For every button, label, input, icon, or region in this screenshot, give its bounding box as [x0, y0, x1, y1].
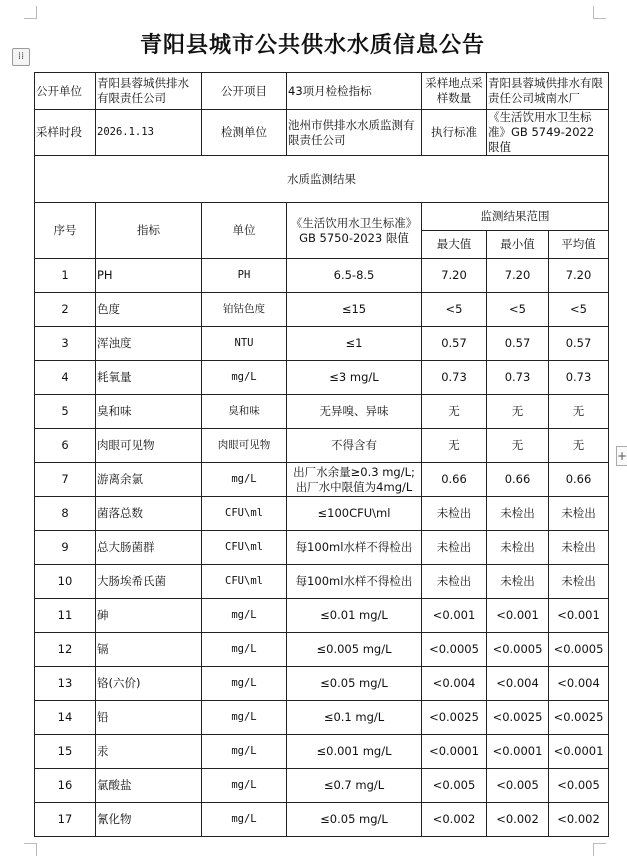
row-max: <0.001 [422, 599, 487, 633]
row-no: 17 [35, 803, 96, 837]
row-unit: CFU\ml [202, 497, 287, 531]
row-min: 0.57 [487, 327, 549, 361]
row-limit: 每100ml水样不得检出 [287, 531, 422, 565]
table-row [35, 633, 609, 667]
row-limit: ≤100CFU\ml [287, 497, 422, 531]
row-max: 7.20 [422, 259, 487, 293]
header-indicator: 指标 [96, 203, 202, 259]
section-row [35, 156, 609, 203]
row-max: <0.005 [422, 769, 487, 803]
table-row [35, 429, 609, 463]
info-value: 2026.1.13 [96, 110, 202, 156]
table-row [35, 531, 609, 565]
row-min: 未检出 [487, 565, 549, 599]
row-no: 3 [35, 327, 96, 361]
info-label: 采样时段 [35, 110, 96, 156]
info-row [35, 110, 609, 156]
row-unit: mg/L [202, 769, 287, 803]
row-no: 1 [35, 259, 96, 293]
row-unit: CFU\ml [202, 531, 287, 565]
row-min: 未检出 [487, 531, 549, 565]
row-indicator: 铬(六价) [96, 667, 202, 701]
row-no: 2 [35, 293, 96, 327]
row-no: 4 [35, 361, 96, 395]
table-row [35, 395, 609, 429]
row-max: 未检出 [422, 531, 487, 565]
header-max: 最大值 [422, 231, 487, 259]
add-column-icon[interactable]: + [616, 446, 627, 466]
row-limit: ≤0.01 mg/L [287, 599, 422, 633]
page-corner-mark [24, 843, 37, 856]
row-indicator: 砷 [96, 599, 202, 633]
info-value: 青阳县蓉城供排水有限责任公司 [96, 73, 202, 110]
row-max: 未检出 [422, 565, 487, 599]
row-avg: 无 [549, 429, 609, 463]
row-unit: 铂钴色度 [202, 293, 287, 327]
row-unit: CFU\ml [202, 565, 287, 599]
row-min: <0.005 [487, 769, 549, 803]
info-label: 执行标准 [422, 110, 487, 156]
page-title: 青阳县城市公共供水水质信息公告 [139, 33, 485, 58]
row-max: <0.0005 [422, 633, 487, 667]
row-max: 无 [422, 429, 487, 463]
row-min: 7.20 [487, 259, 549, 293]
row-avg: <0.0025 [549, 701, 609, 735]
row-no: 11 [35, 599, 96, 633]
table-row [35, 293, 609, 327]
row-limit: ≤15 [287, 293, 422, 327]
row-avg: 无 [549, 395, 609, 429]
row-unit: PH [202, 259, 287, 293]
row-unit: mg/L [202, 633, 287, 667]
row-indicator: 肉眼可见物 [96, 429, 202, 463]
info-value: 青阳县蓉城供排水有限责任公司城南水厂 [487, 73, 609, 110]
row-avg: 7.20 [549, 259, 609, 293]
row-limit: 无异嗅、异味 [287, 395, 422, 429]
row-avg: <0.004 [549, 667, 609, 701]
table-row [35, 803, 609, 837]
row-indicator: 氰化物 [96, 803, 202, 837]
table-row [35, 497, 609, 531]
row-avg: 0.57 [549, 327, 609, 361]
header-no: 序号 [35, 203, 96, 259]
row-limit: ≤0.1 mg/L [287, 701, 422, 735]
table-row [35, 565, 609, 599]
row-avg: 未检出 [549, 565, 609, 599]
row-unit: mg/L [202, 803, 287, 837]
page-corner-mark [593, 843, 606, 856]
row-indicator: 耗氧量 [96, 361, 202, 395]
row-indicator: 浑浊度 [96, 327, 202, 361]
row-unit: mg/L [202, 599, 287, 633]
header-limit: 《生活饮用水卫生标准》GB 5750-2023 限值 [287, 203, 422, 259]
row-max: 0.73 [422, 361, 487, 395]
row-avg: 未检出 [549, 497, 609, 531]
row-avg: 0.66 [549, 463, 609, 497]
row-min: 无 [487, 395, 549, 429]
row-indicator: 铅 [96, 701, 202, 735]
info-label: 检测单位 [202, 110, 287, 156]
row-indicator: 臭和味 [96, 395, 202, 429]
table-row [35, 327, 609, 361]
header-range: 监测结果范围 [422, 203, 609, 231]
row-unit: NTU [202, 327, 287, 361]
row-min: <5 [487, 293, 549, 327]
row-limit: ≤0.005 mg/L [287, 633, 422, 667]
row-indicator: 总大肠菌群 [96, 531, 202, 565]
row-indicator: 色度 [96, 293, 202, 327]
row-no: 10 [35, 565, 96, 599]
row-unit: 肉眼可见物 [202, 429, 287, 463]
row-max: 未检出 [422, 497, 487, 531]
table-row [35, 735, 609, 769]
info-value: 池州市供排水水质监测有限责任公司 [287, 110, 422, 156]
table-move-handle-icon[interactable]: ⁞⁞ [12, 48, 30, 66]
row-max: <5 [422, 293, 487, 327]
table-row [35, 361, 609, 395]
row-limit: ≤0.05 mg/L [287, 667, 422, 701]
row-avg: <0.001 [549, 599, 609, 633]
row-max: <0.0001 [422, 735, 487, 769]
row-limit: ≤0.05 mg/L [287, 803, 422, 837]
header-avg: 平均值 [549, 231, 609, 259]
row-indicator: 氯酸盐 [96, 769, 202, 803]
info-row [35, 73, 609, 110]
row-min: <0.004 [487, 667, 549, 701]
row-max: 0.66 [422, 463, 487, 497]
row-limit: ≤0.7 mg/L [287, 769, 422, 803]
row-min: <0.0005 [487, 633, 549, 667]
info-label: 公开单位 [35, 73, 96, 110]
header-unit: 单位 [202, 203, 287, 259]
row-unit: mg/L [202, 735, 287, 769]
row-no: 12 [35, 633, 96, 667]
row-avg: <0.005 [549, 769, 609, 803]
row-no: 6 [35, 429, 96, 463]
row-no: 14 [35, 701, 96, 735]
row-min: 无 [487, 429, 549, 463]
row-no: 15 [35, 735, 96, 769]
row-no: 8 [35, 497, 96, 531]
row-max: 无 [422, 395, 487, 429]
table-row [35, 463, 609, 497]
row-unit: mg/L [202, 463, 287, 497]
page-corner-mark [593, 6, 606, 19]
row-avg: <0.0005 [549, 633, 609, 667]
row-max: <0.0025 [422, 701, 487, 735]
info-value: 《生活饮用水卫生标准》GB 5749-2022 限值 [487, 110, 609, 156]
info-label: 公开项目 [202, 73, 287, 110]
row-limit: ≤0.001 mg/L [287, 735, 422, 769]
row-avg: <0.002 [549, 803, 609, 837]
row-limit: 每100ml水样不得检出 [287, 565, 422, 599]
row-indicator: 汞 [96, 735, 202, 769]
table-row [35, 599, 609, 633]
row-max: <0.004 [422, 667, 487, 701]
table-row [35, 769, 609, 803]
header-min: 最小值 [487, 231, 549, 259]
section-title: 水质监测结果 [35, 156, 609, 203]
row-avg: <5 [549, 293, 609, 327]
row-unit: mg/L [202, 701, 287, 735]
row-no: 16 [35, 769, 96, 803]
row-min: <0.0025 [487, 701, 549, 735]
row-indicator: 镉 [96, 633, 202, 667]
row-min: <0.002 [487, 803, 549, 837]
row-min: <0.0001 [487, 735, 549, 769]
row-limit: 不得含有 [287, 429, 422, 463]
row-unit: 臭和味 [202, 395, 287, 429]
table-row [35, 667, 609, 701]
row-no: 13 [35, 667, 96, 701]
row-avg: 0.73 [549, 361, 609, 395]
row-max: 0.57 [422, 327, 487, 361]
row-min: 未检出 [487, 497, 549, 531]
row-no: 7 [35, 463, 96, 497]
row-indicator: 菌落总数 [96, 497, 202, 531]
row-indicator: PH [96, 259, 202, 293]
header-row [35, 203, 609, 231]
info-value: 43项月检检指标 [287, 73, 422, 110]
water-quality-table [34, 72, 609, 837]
table-row [35, 701, 609, 735]
row-no: 9 [35, 531, 96, 565]
page-corner-mark [24, 6, 37, 19]
row-min: 0.73 [487, 361, 549, 395]
table-row [35, 259, 609, 293]
row-indicator: 大肠埃希氏菌 [96, 565, 202, 599]
row-unit: mg/L [202, 667, 287, 701]
row-avg: 未检出 [549, 531, 609, 565]
row-max: <0.002 [422, 803, 487, 837]
info-label: 采样地点采样数量 [422, 73, 487, 110]
row-indicator: 游离余氯 [96, 463, 202, 497]
row-min: <0.001 [487, 599, 549, 633]
row-limit: ≤3 mg/L [287, 361, 422, 395]
row-limit: 出厂水余量≥0.3 mg/L;出厂水中限值为4mg/L [287, 463, 422, 497]
row-limit: 6.5-8.5 [287, 259, 422, 293]
row-avg: <0.0001 [549, 735, 609, 769]
row-unit: mg/L [202, 361, 287, 395]
row-no: 5 [35, 395, 96, 429]
row-min: 0.66 [487, 463, 549, 497]
row-limit: ≤1 [287, 327, 422, 361]
